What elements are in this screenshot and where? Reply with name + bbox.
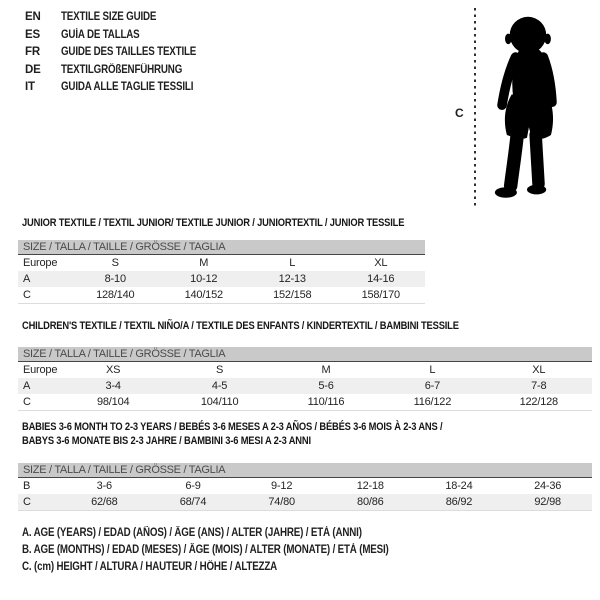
value-cell: 86/92 [445, 496, 473, 508]
size-header-cell: SIZE / TALLA / TAILLE / GRÖSSE / TAGLIA [18, 463, 592, 478]
language-code: ES [25, 28, 40, 41]
value-cell: 3-4 [105, 380, 121, 392]
table-row [18, 478, 592, 495]
value-cell: L [429, 364, 436, 376]
row-label-cell: A [23, 273, 31, 285]
legend [22, 527, 453, 579]
table-title-row [22, 434, 592, 448]
size-header-cell: SIZE / TALLA / TAILLE / GRÖSSE / TAGLIA [18, 240, 425, 255]
value-cell: 122/128 [519, 396, 558, 408]
value-cell: 110/116 [307, 396, 345, 408]
row-label-cell: B [23, 480, 31, 492]
value-cell: 12-13 [278, 273, 306, 285]
value-cell: 12-18 [356, 480, 384, 492]
value-cell: M [321, 364, 331, 376]
value-cell: S [216, 364, 224, 376]
value-cell: 62/68 [91, 496, 118, 508]
language-code: DE [25, 63, 41, 76]
language-row [25, 11, 220, 29]
value-cell: 158/170 [361, 289, 400, 301]
value-cell: 128/140 [96, 289, 135, 301]
value-cell: 6-9 [185, 480, 201, 492]
value-cell: 92/98 [534, 496, 561, 508]
language-title: TEXTILGRÖßENFÜHRUNG [61, 63, 183, 76]
value-cell: 152/158 [273, 289, 312, 301]
junior-textile-section [18, 216, 472, 304]
height-measure-label: C [455, 106, 464, 120]
table-title-line: BABIES 3-6 MONTH TO 2-3 YEARS / BEBÉS 3-6 MESES A 2-3 AÑOS / BÉBÉS 3-6 MOIS À 2-3 ANS / [22, 421, 443, 433]
value-cell: 14-16 [367, 273, 395, 285]
language-list [25, 11, 220, 99]
value-cell: 3-6 [96, 480, 112, 492]
value-cell: 104/110 [200, 396, 239, 408]
value-cell: 140/152 [184, 289, 223, 301]
legend-text: A. AGE (YEARS) / EDAD (AÑOS) / ÂGE (ANS) / ALTER (JAHRE) / ETÀ (ANNI) [22, 527, 362, 539]
table-title-row [22, 319, 592, 333]
language-code: IT [25, 81, 35, 93]
table-row [18, 394, 592, 411]
row-label-cell: C [23, 289, 31, 301]
table-title-line: CHILDREN'S TEXTILE / TEXTIL NIÑO/A / TEXTILE DES ENFANTS / KINDERTEXTIL / BAMBINI TESSILE [22, 320, 459, 332]
table-header-row [18, 463, 592, 478]
table-row [18, 255, 425, 272]
row-label-cell: Europe [23, 364, 58, 376]
value-cell: 80/86 [357, 496, 384, 508]
value-cell: 10-12 [190, 273, 218, 285]
junior-textile-table [18, 240, 425, 304]
value-cell: M [199, 257, 209, 269]
legend-line [22, 527, 453, 544]
babies-textile-title [22, 420, 592, 448]
value-cell: 18-24 [445, 480, 473, 492]
childrens-textile-table [18, 347, 592, 411]
babies-textile-table [18, 463, 592, 511]
language-code: EN [25, 11, 41, 23]
row-label-cell: C [23, 496, 31, 508]
junior-textile-title [22, 216, 472, 230]
value-cell: 116/122 [413, 396, 452, 408]
value-cell: 24-36 [534, 480, 562, 492]
table-row [18, 494, 592, 511]
legend-text: C. (cm) HEIGHT / ALTURA / HAUTEUR / HÖHE / ALTEZZA [22, 561, 278, 574]
babies-textile-section [18, 420, 592, 511]
value-cell: 6-7 [424, 380, 441, 392]
table-header-row [18, 240, 425, 255]
language-row [25, 81, 220, 99]
value-cell: 8-10 [104, 273, 126, 285]
language-title: GUIDE DES TAILLES TEXTILE [61, 46, 197, 58]
value-cell: 9-12 [271, 480, 293, 492]
value-cell: 68/74 [179, 496, 207, 508]
value-cell: 7-8 [531, 380, 547, 392]
value-cell: S [111, 257, 119, 269]
value-cell: 5-6 [318, 380, 334, 392]
table-title-row [22, 216, 472, 230]
size-header-cell: SIZE / TALLA / TAILLE / GRÖSSE / TAGLIA [18, 347, 592, 362]
language-row [25, 64, 220, 82]
table-row [18, 362, 592, 379]
table-row [18, 287, 425, 304]
legend-line [22, 544, 453, 561]
language-row [25, 46, 220, 64]
language-code: FR [25, 46, 40, 58]
value-cell: L [289, 257, 296, 269]
table-title-line: JUNIOR TEXTILE / TEXTIL JUNIOR/ TEXTILE JUNIOR / JUNIORTEXTIL / JUNIOR TESSILE [22, 217, 405, 229]
language-row [25, 29, 220, 47]
value-cell: 98/104 [96, 396, 130, 408]
value-cell: 4-5 [211, 380, 228, 392]
row-label-cell: A [23, 380, 31, 392]
table-row [18, 271, 425, 287]
table-row [18, 378, 592, 394]
table-title-row [22, 420, 592, 434]
language-title: TEXTILE SIZE GUIDE [61, 11, 157, 23]
height-dotted-line [474, 8, 476, 206]
value-cell: XL [374, 257, 388, 269]
toddler-silhouette-icon [479, 9, 575, 207]
language-title: GUÍA DE TALLAS [61, 28, 140, 41]
row-label-cell: Europe [23, 257, 58, 269]
value-cell: XS [106, 364, 121, 376]
table-title-line: BABYS 3-6 MONATE BIS 2-3 JAHRE / BAMBINI 3-6 MESI A 2-3 ANNI [22, 435, 311, 447]
row-label-cell: C [23, 396, 31, 408]
childrens-textile-section [18, 319, 592, 411]
legend-text: B. AGE (MONTHS) / EDAD (MESES) / ÂGE (MOIS) / ALTER (MONATE) / ETÀ (MESI) [22, 544, 389, 557]
value-cell: 74/80 [268, 496, 295, 508]
legend-line [22, 561, 453, 578]
value-cell: XL [532, 364, 546, 376]
table-header-row [18, 347, 592, 362]
childrens-textile-title [22, 319, 592, 333]
language-title: GUIDA ALLE TAGLIE TESSILI [61, 81, 194, 93]
